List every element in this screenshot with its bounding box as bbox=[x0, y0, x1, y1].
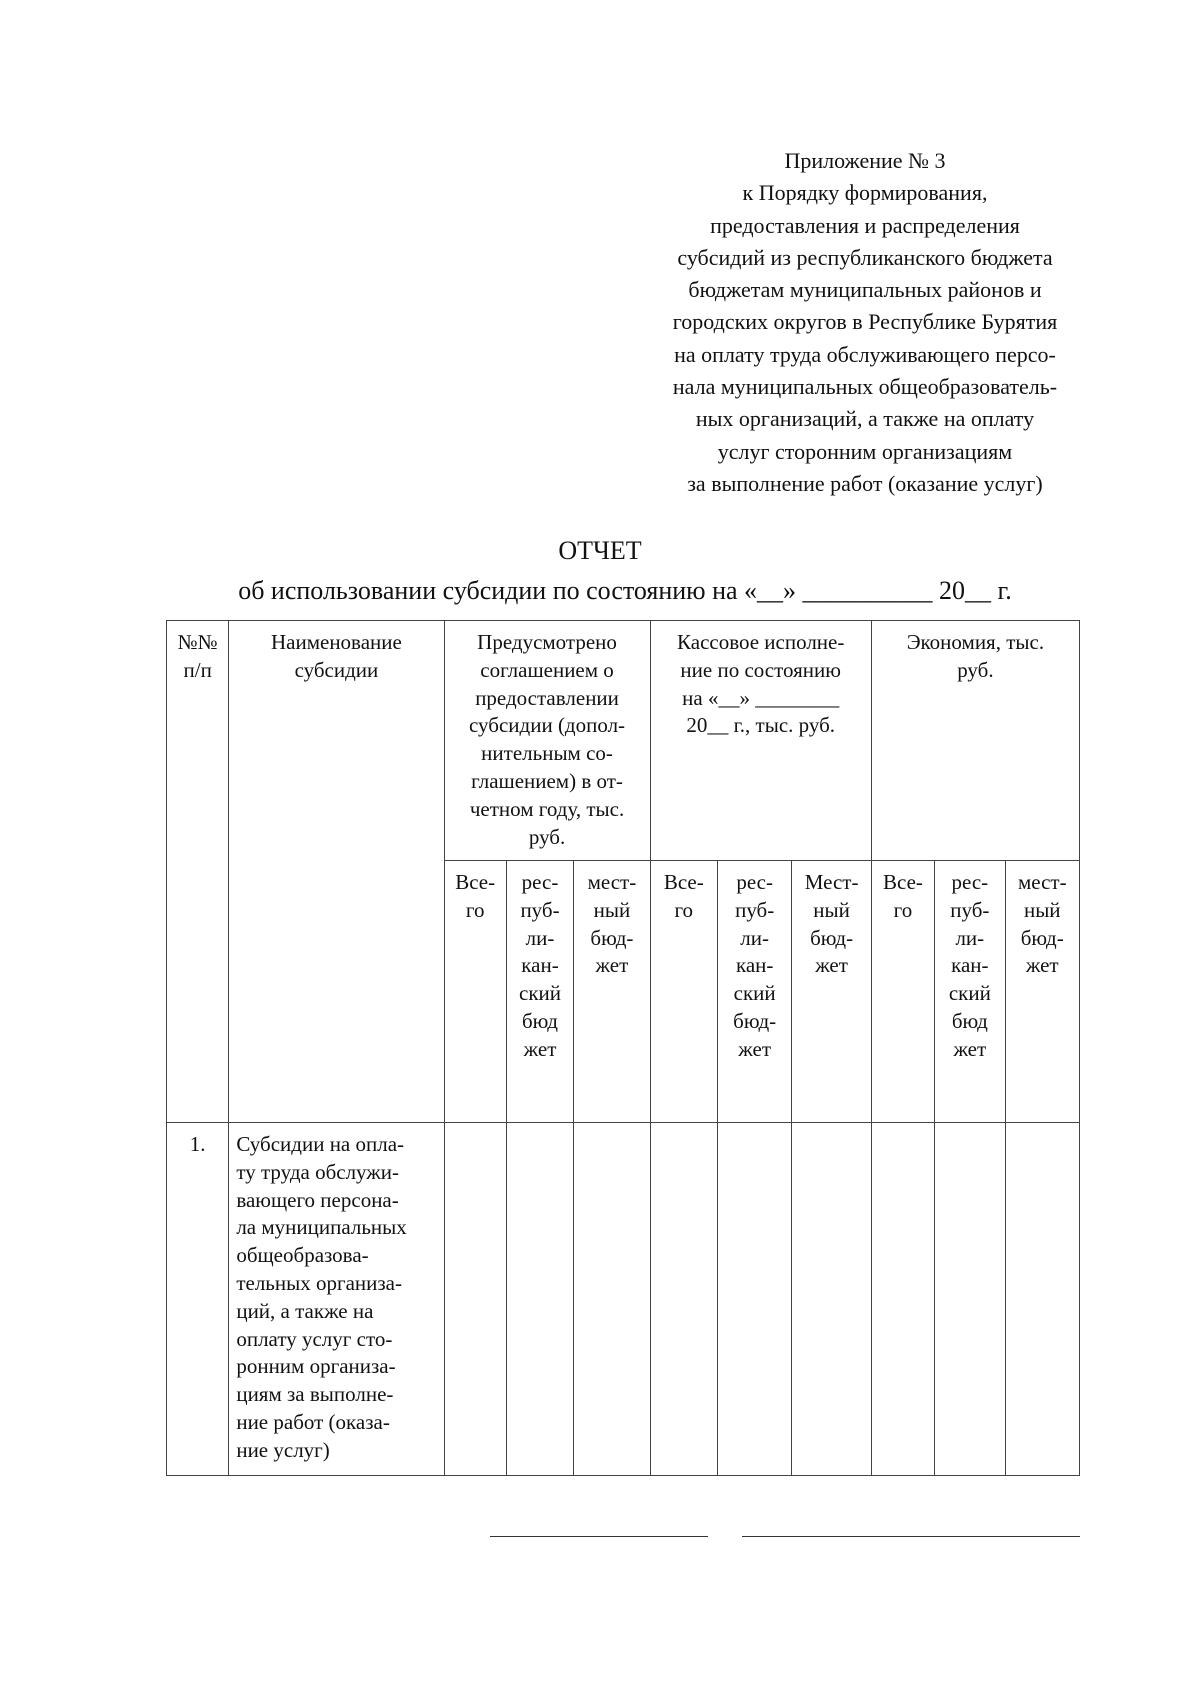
empty-cell bbox=[935, 1123, 1005, 1476]
annex-line: бюджетам муниципальных районов и bbox=[688, 277, 1042, 303]
empty-cell bbox=[792, 1123, 871, 1476]
subheader-cash-local: Мест- ный бюд- жет bbox=[792, 861, 871, 1123]
annex-line: городских округов в Республике Бурятия bbox=[672, 309, 1058, 335]
empty-cell bbox=[871, 1123, 934, 1476]
header-name: Наименование субсидии bbox=[229, 621, 444, 1123]
subheader-planned-republic: рес- пуб- ли- кан- ский бюд жет bbox=[506, 861, 573, 1123]
signature-line-right bbox=[742, 1536, 1080, 1537]
subheader-cash-total: Все- го bbox=[650, 861, 717, 1123]
annex-line: за выполнение работ (оказание услуг) bbox=[687, 470, 1043, 496]
empty-cell bbox=[444, 1123, 506, 1476]
annex-line: субсидий из республиканского бюджета bbox=[677, 244, 1053, 270]
header-cash: Кассовое исполне- ние по состоянию на «__» ________ 20__ г., тыс. руб. bbox=[650, 621, 871, 861]
report-table bbox=[166, 620, 1080, 1476]
annex-line: к Порядку формирования, bbox=[742, 180, 988, 206]
report-title: ОТЧЕТ bbox=[558, 536, 642, 565]
subheader-planned-total: Все- го bbox=[444, 861, 506, 1123]
signature-line-left bbox=[490, 1536, 708, 1537]
subheader-planned-local: мест- ный бюд- жет bbox=[574, 861, 650, 1123]
header-savings: Экономия, тыс. руб. bbox=[871, 621, 1079, 861]
empty-cell bbox=[574, 1123, 650, 1476]
annex-line: на оплату труда обслуживающего персо- bbox=[674, 341, 1056, 367]
table-row bbox=[167, 1123, 1080, 1476]
subheader-savings-republic: рес- пуб- ли- кан- ский бюд жет bbox=[935, 861, 1005, 1123]
annex-line: предоставления и распределения bbox=[710, 212, 1020, 238]
row-num: 1. bbox=[167, 1123, 229, 1476]
empty-cell bbox=[506, 1123, 573, 1476]
header-planned: Предусмотрено соглашением о предоставлении субсидии (допол- нительным со- глашением) в от- четном году, тыс. руб. bbox=[444, 621, 650, 861]
header-num: №№ п/п bbox=[167, 621, 229, 1123]
subheader-savings-local: мест- ный бюд- жет bbox=[1005, 861, 1080, 1123]
annex-header bbox=[640, 145, 1090, 500]
report-subtitle: об использовании субсидии по состоянию на «__» __________ 20__ г. bbox=[238, 576, 1012, 605]
subheader-cash-republic: рес- пуб- ли- кан- ский бюд- жет bbox=[717, 861, 791, 1123]
annex-line: нала муниципальных общеобразователь- bbox=[672, 374, 1058, 400]
annex-line: Приложение № 3 bbox=[784, 148, 946, 173]
empty-cell bbox=[650, 1123, 717, 1476]
table-header-row bbox=[167, 621, 1080, 861]
annex-line: ных организаций, а также на оплату bbox=[695, 406, 1035, 432]
subheader-savings-total: Все- го bbox=[871, 861, 934, 1123]
row-name: Субсидии на опла- ту труда обслужи- вающего персона- ла муниципальных общеобразова- тельных организа- ций, а также на оплату услуг сто- ронним организа- циям за выполне- ние работ (оказа- ние услуг) bbox=[229, 1123, 444, 1476]
empty-cell bbox=[1005, 1123, 1080, 1476]
annex-line: услуг сторонним организациям bbox=[717, 438, 1013, 464]
empty-cell bbox=[717, 1123, 791, 1476]
